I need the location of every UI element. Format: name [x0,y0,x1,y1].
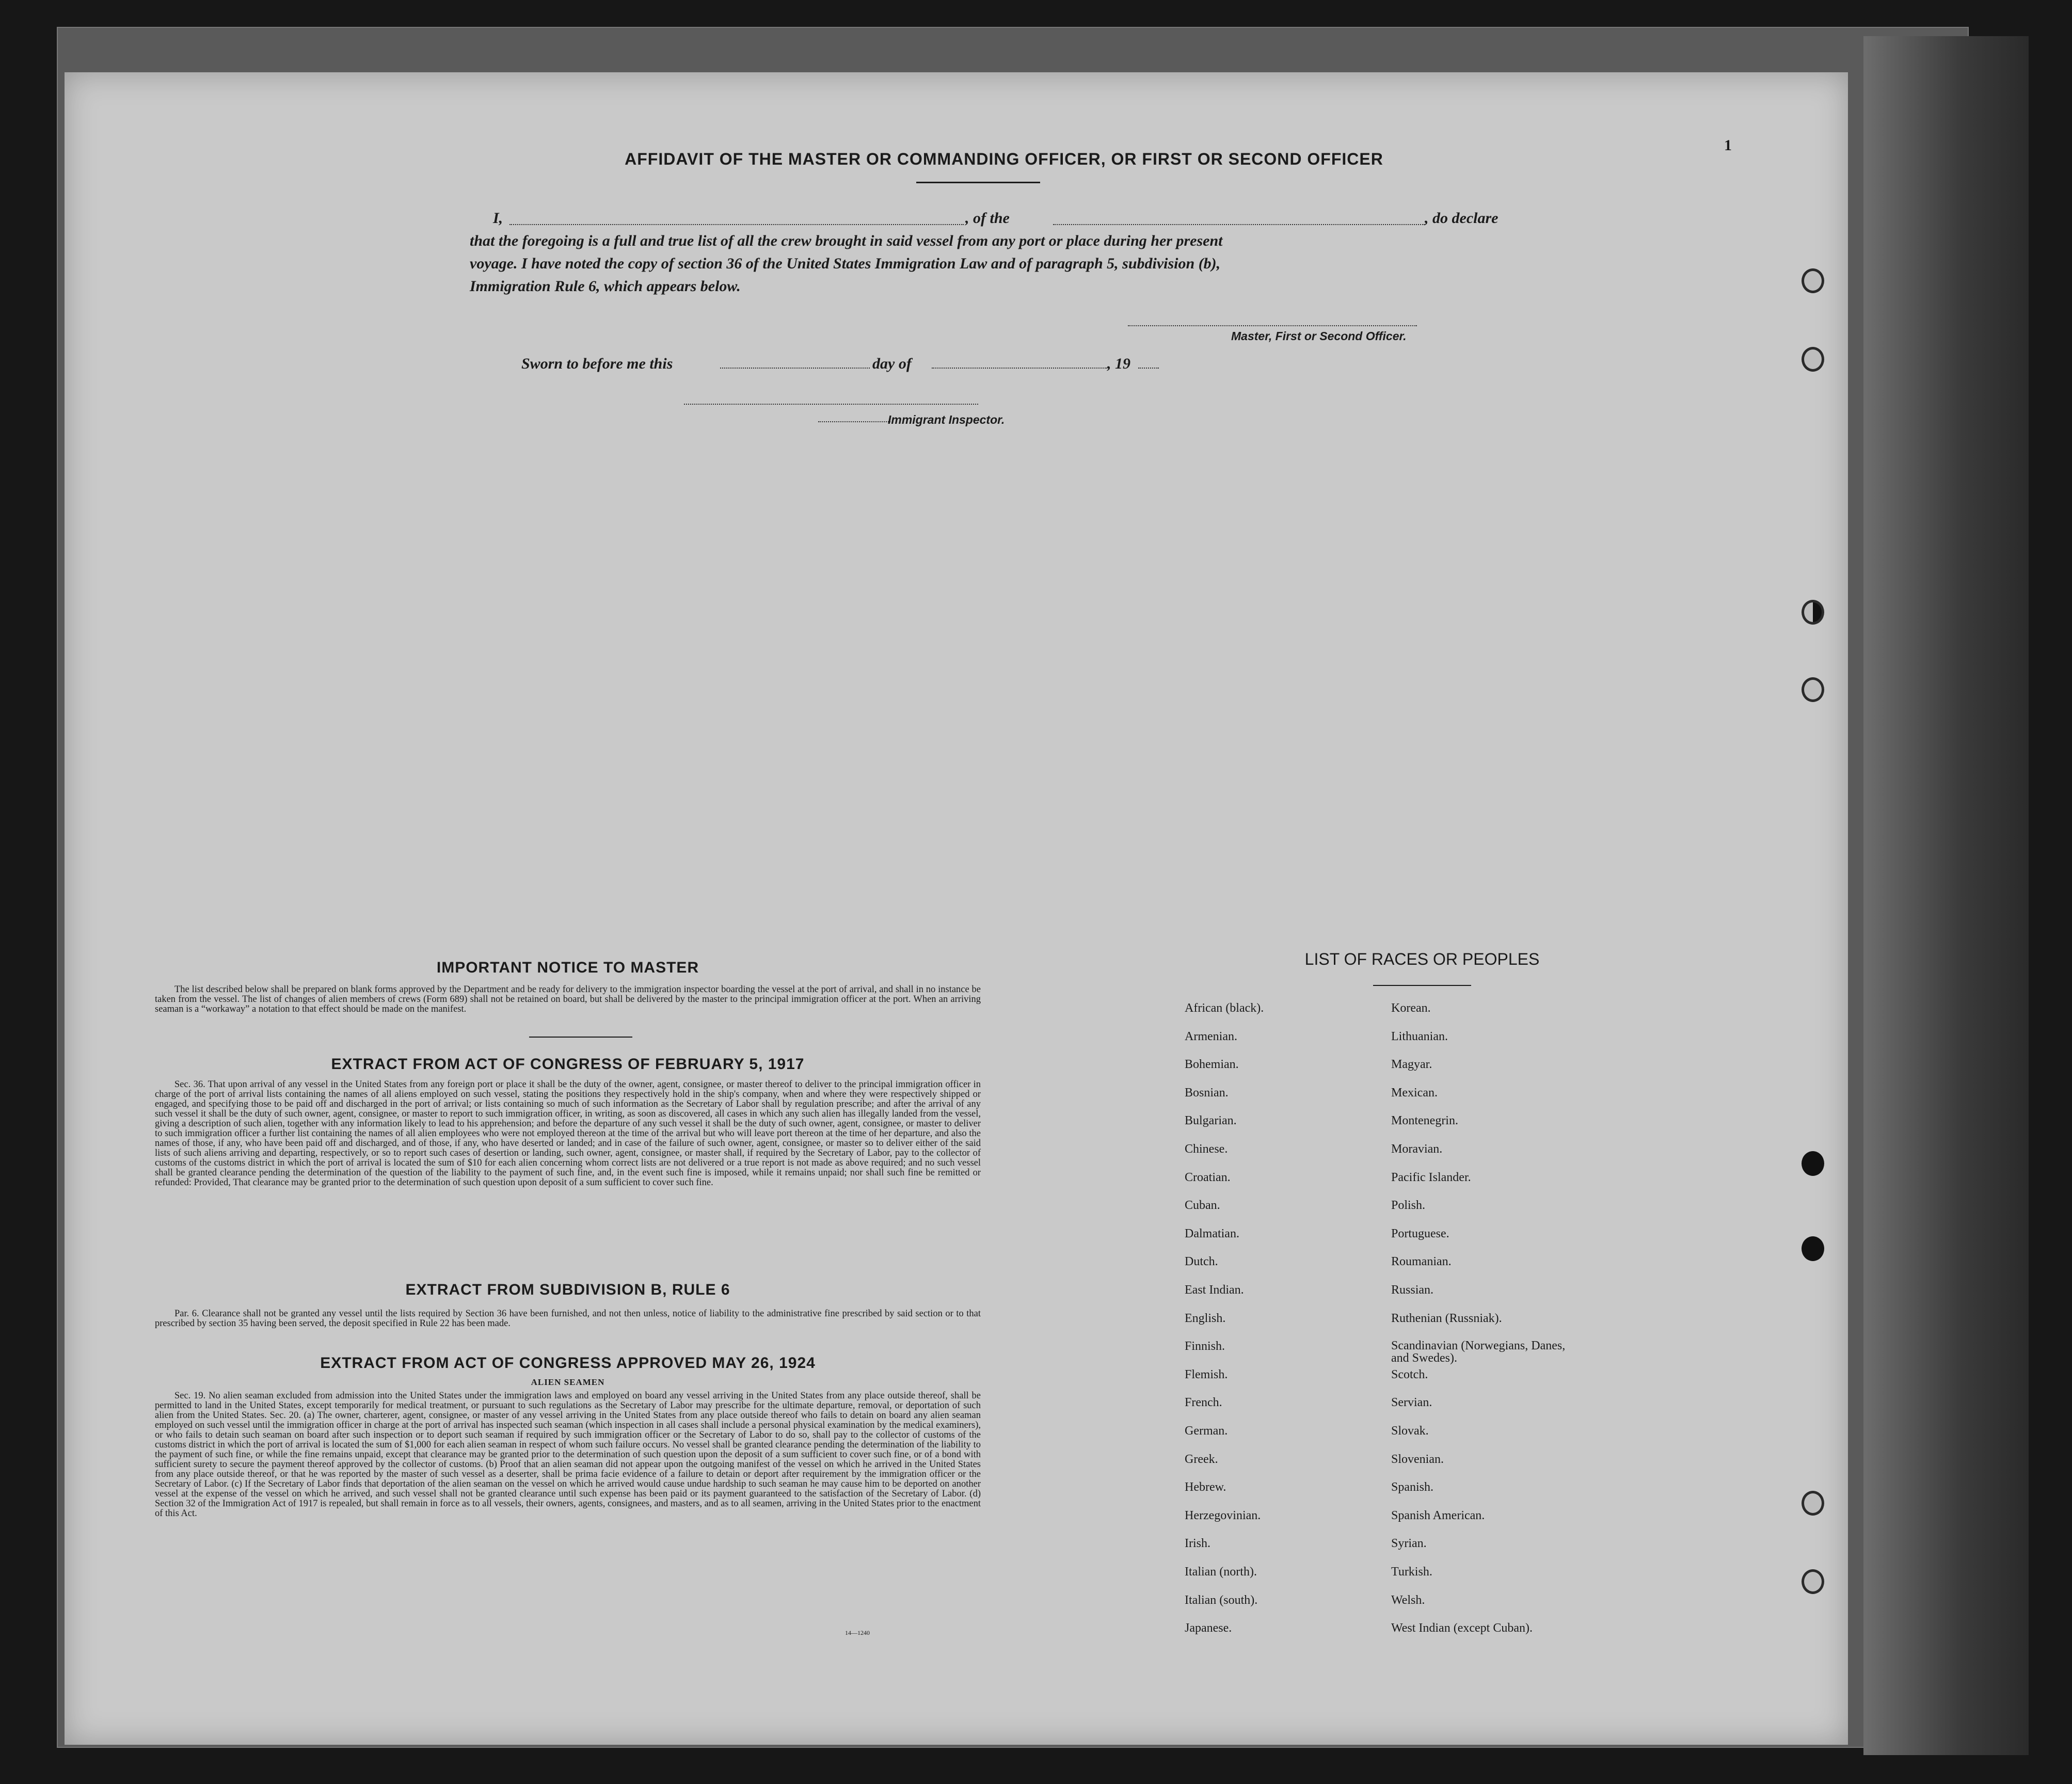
form-number: 14—1240 [845,1629,870,1636]
race-item: Chinese. [1185,1142,1228,1156]
race-item: Lithuanian. [1391,1029,1448,1043]
race-item: French. [1185,1396,1222,1410]
binder-hole [1802,677,1824,702]
binder-hole [1802,1569,1824,1594]
race-item: Greek. [1185,1452,1218,1466]
name-blank [509,224,964,225]
declaration-of-the: , of the [965,210,1010,227]
race-item: West Indian (except Cuban). [1391,1621,1533,1635]
declaration-line-3: voyage. I have noted the copy of section 36 of the United States Immigration Law and of paragraph 5, subdivision (b), [470,255,1221,272]
race-item: Bohemian. [1185,1058,1239,1072]
race-item: Croatian. [1185,1170,1231,1184]
race-item: German. [1185,1424,1228,1438]
declaration-i: I, [493,210,503,227]
document-sheet [65,72,1848,1745]
title-rule [916,182,1040,183]
binder-hole [1802,1151,1824,1176]
master-signature-label: Master, First or Second Officer. [1231,329,1407,343]
race-item: English. [1185,1311,1226,1325]
race-item: Roumanian. [1391,1255,1452,1269]
extract-1924-subheading: ALIEN SEAMEN [531,1377,605,1387]
race-item: Moravian. [1391,1142,1443,1156]
race-item: Cuban. [1185,1199,1220,1213]
extract-1924-heading: EXTRACT FROM ACT OF CONGRESS APPROVED MAY 26, 1924 [320,1355,816,1372]
inspector-lead-dots [818,421,890,422]
extract-rule6-heading: EXTRACT FROM SUBDIVISION B, RULE 6 [405,1281,730,1298]
race-item: Polish. [1391,1199,1426,1213]
race-item: Italian (north). [1185,1565,1257,1579]
sworn-before: Sworn to before me this [521,355,673,372]
notice-text: The list described below shall be prepared on blank forms approved by the Department and be ready for delivery to the immigration inspector boarding the vessel at the port of arrival, and shall in no instance be taken from the vessel. The list of changes of alien members of crews (Form 689) shall not be retained on board, but shall be delivered by the master to the principal immigration officer at the port. When an arriving seaman is a “workaway” a notation to that effect should be made on the manifest. [155,984,981,1014]
race-item: Mexican. [1391,1086,1438,1100]
race-item: African (black). [1185,1001,1264,1015]
sworn-day-blank [720,368,870,369]
race-item: Spanish. [1391,1480,1434,1494]
extract-1917-text: Sec. 36. That upon arrival of any vessel in the United States from any foreign port or place it shall be the duty of the owner, agent, consignee, or master thereof to deliver to the principal immigration officer in charge of the port of arrival lists containing the names of all aliens employed on such vessel, stating the positions they respectively hold in the ship's company, when and where they were respectively shipped or engaged, and specifying those to be paid off and discharged in the port of arrival; or lists containing so much of such information as the Secretary of Labor shall by regulation prescribe; and after the arrival of any such vessel it shall be the duty of such owner, agent, consignee, or master to report to such immigration officer, in writing, as soon as discovered, all cases in which any such alien has illegally landed from the vessel, giving a description of such alien, together with any information likely to lead to his apprehension; and before the departure of any such vessel it shall be the duty of such owner, agent, consignee, or master to deliver to such immigration officer a further list containing the names of all alien employees who were not employed thereon at the time of the arrival but who will leave port thereon at the time of her departure, and also the names of those, if any, who have been paid off and discharged, and of those, if any, who have deserted or landed; and in case of the failure of such owner, agent, consignee, or master so to deliver either of the said lists of such aliens arriving and departing, respectively, or so to report such cases of desertion or landing, such owner, agent, consignee, or master shall, if required by the Secretary of Labor, pay to the collector of customs of the customs district in which the port of arrival is located the sum of $10 for each alien concerning whom correct lists are not delivered or a true report is not made as above required; and no such vessel shall be granted clearance pending the determination of the question of the liability to the payment of such fine, and, in the event such fine is imposed, while it remains unpaid; nor shall such fine be remitted or refunded: Provided, That clearance may be granted prior to the determination of such question upon deposit of a sum sufficient to cover such fine. [155,1079,981,1188]
race-item: Armenian. [1185,1029,1237,1043]
race-item: Spanish American. [1391,1508,1485,1522]
race-item: Korean. [1391,1001,1431,1015]
extract-1917-heading: EXTRACT FROM ACT OF CONGRESS OF FEBRUARY 5, 1917 [331,1056,805,1073]
race-item: Dutch. [1185,1255,1218,1269]
binder-hole [1802,268,1824,293]
race-item: Portuguese. [1391,1226,1449,1240]
inspector-signature-blank [684,404,978,405]
race-item: Magyar. [1391,1058,1432,1072]
race-item: Bosnian. [1185,1086,1229,1100]
sworn-day-of: day of [872,355,912,372]
declaration-declare: , do declare [1425,210,1499,227]
race-item: Pacific Islander. [1391,1170,1471,1184]
affidavit-title: AFFIDAVIT OF THE MASTER OR COMMANDING OFFICER, OR FIRST OR SECOND OFFICER [625,150,1383,168]
race-item: Dalmatian. [1185,1226,1239,1240]
race-item: Scandinavian (Norwegians, Danes, and Swedes). [1391,1339,1566,1365]
binder-hole [1802,1491,1824,1516]
inspector-label: Immigrant Inspector. [888,413,1005,426]
binder-hole [1802,347,1824,372]
notice-heading: IMPORTANT NOTICE TO MASTER [436,959,699,976]
master-signature-blank [1128,325,1417,326]
sworn-year: , 19 [1107,355,1130,372]
race-item: Welsh. [1391,1593,1425,1607]
race-item: Montenegrin. [1391,1114,1458,1128]
extract-rule6-text: Par. 6. Clearance shall not be granted any vessel until the lists required by Section 36 have been furnished, and not then unless, notice of liability to the administrative fine prescribed by said section or to that prescribed by section 35 having been served, the deposit specified in Rule 22 has been made. [155,1309,981,1329]
race-item: Hebrew. [1185,1480,1226,1494]
race-item: Irish. [1185,1537,1210,1551]
binder-hole [1802,600,1824,625]
race-item: Finnish. [1185,1340,1225,1353]
races-rule [1373,985,1471,986]
race-item: Russian. [1391,1283,1434,1297]
race-item: Flemish. [1185,1367,1228,1381]
binder-hole [1802,1236,1824,1261]
race-item: Slovak. [1391,1424,1429,1438]
race-item: Japanese. [1185,1621,1232,1635]
race-item: Turkish. [1391,1565,1432,1579]
race-item: Servian. [1391,1396,1432,1410]
race-item: Ruthenian (Russniak). [1391,1311,1502,1325]
underlying-page-edge [1863,36,2029,1755]
vessel-blank [1053,224,1425,225]
race-item: East Indian. [1185,1283,1244,1297]
notice-rule [529,1037,632,1038]
race-item: Herzegovinian. [1185,1508,1261,1522]
race-item: Bulgarian. [1185,1114,1237,1128]
race-item: Syrian. [1391,1537,1427,1551]
declaration-line-4: Immigration Rule 6, which appears below. [470,278,741,295]
race-item: Slovenian. [1391,1452,1444,1466]
sworn-year-blank [1138,368,1159,369]
race-item: Scotch. [1391,1367,1428,1381]
page-number: 1 [1724,137,1732,154]
sworn-month-blank [932,368,1107,369]
races-title: LIST OF RACES OR PEOPLES [1304,950,1540,968]
race-item: Italian (south). [1185,1593,1258,1607]
extract-1924-text: Sec. 19. No alien seaman excluded from admission into the United States under the immigration laws and employed on board any vessel arriving in the United States from any place outside thereof, shall be permitted to land in the United States, except temporarily for medical treatment, or pursuant to such regulations as the Secretary of Labor may prescribe for the ultimate departure, removal, or deportation of such alien from the United States. Sec. 20. (a) The owner, charterer, agent, consignee, or master of any vessel arriving in the United States from any place outside thereof who fails to detain on board any alien seaman employed on such vessel until the immigration officer in charge at the port of arrival has inspected such seaman (which inspection in all cases shall include a personal physical examination by the medical examiners), or who fails to detain such seaman on board after such inspection or to deport such seaman if required by such immigration officer or the Secretary of Labor to do so, shall pay to the collector of customs of the customs district in which the port of arrival is located the sum of $1,000 for each alien seaman in respect of whom such failure occurs. No vessel shall be granted clearance pending the determination of the liability to the payment of such fine, or while the fine remains unpaid, except that clearance may be granted prior to the determination of such question upon the deposit of a sum sufficient to cover such fine, or of a bond with sufficient surety to secure the payment thereof approved by the collector of customs. (b) Proof that an alien seaman did not appear upon the outgoing manifest of the vessel on which he arrived in the United States from any place outside thereof, or that he was reported by the master of such vessel as a deserter, shall be prima facie evidence of a failure to detain or deport after requirement by the immigration officer or the Secretary of Labor. (c) If the Secretary of Labor finds that deportation of the alien seaman on the vessel on which he arrived would cause undue hardship to such seaman he may cause him to be deported on another vessel at the expense of the vessel on which he arrived, and such vessel shall not be granted clearance until such expense has been paid or its payment guaranteed to the satisfaction of the Secretary of Labor. (d) Section 32 of the Immigration Act of 1917 is repealed, but shall remain in force as to all vessels, their owners, agents, consignees, and masters, and as to all seamen, arriving in the United States prior to the enactment of this Act. [155,1391,981,1519]
declaration-line-2: that the foregoing is a full and true list of all the crew brought in said vessel from any port or place during her present [470,232,1223,249]
